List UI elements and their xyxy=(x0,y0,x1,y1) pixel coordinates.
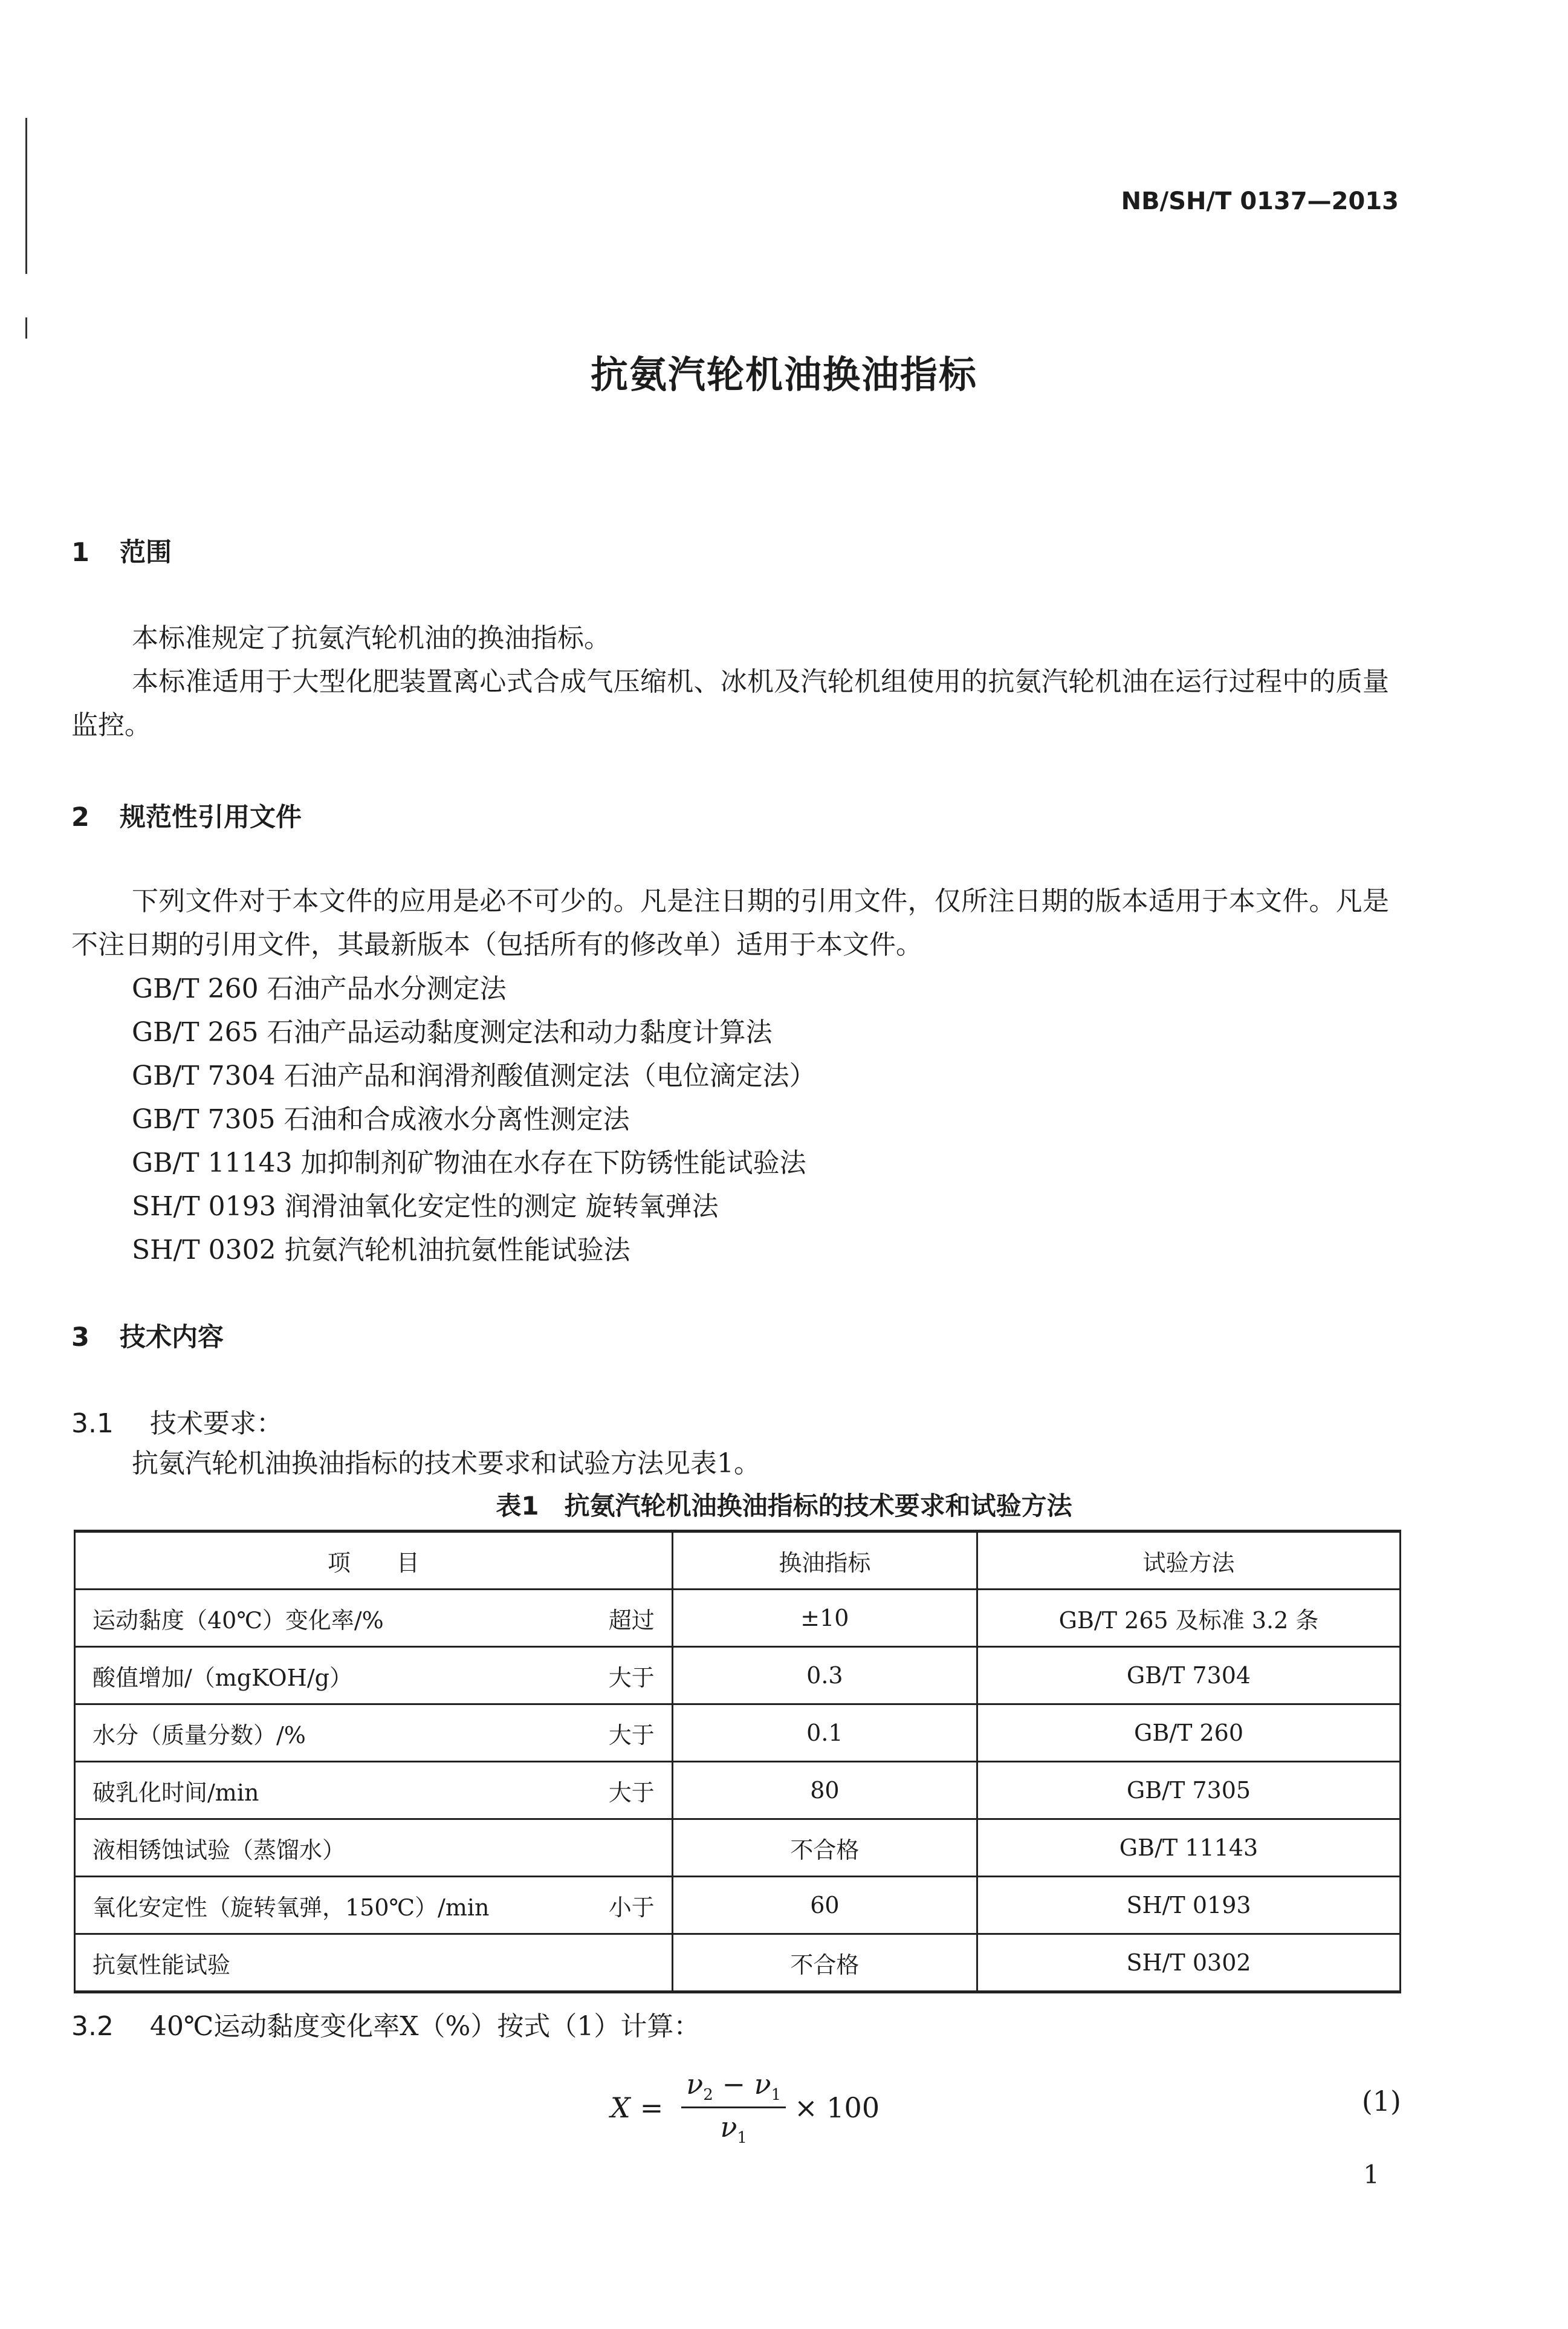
header-limit: 换油指标 xyxy=(672,1532,977,1590)
item-label: 运动黏度（40℃）变化率/% xyxy=(92,1606,384,1634)
section-2-heading xyxy=(71,797,302,834)
item-cell xyxy=(75,1934,673,1992)
subsection-number: 3.1 xyxy=(71,1408,114,1439)
section-number: 2 xyxy=(71,802,89,833)
section-title: 技术内容 xyxy=(120,1322,224,1353)
nu-symbol: ν xyxy=(720,2111,737,2144)
subsection-3-1-heading xyxy=(71,1402,283,1440)
method-cell: SH/T 0193 xyxy=(977,1877,1401,1934)
item-qualifier: 大于 xyxy=(608,1664,655,1691)
reference-item: SH/T 0193 润滑油氧化安定性的测定 旋转氧弹法 xyxy=(132,1191,719,1222)
item-cell xyxy=(75,1877,673,1934)
standard-code: NB/SH/T 0137—2013 xyxy=(1121,187,1399,215)
limit-cell: 60 xyxy=(672,1877,977,1934)
section-number: 1 xyxy=(71,538,89,568)
page-number: 1 xyxy=(1363,2160,1379,2189)
method-cell: GB/T 7304 xyxy=(977,1647,1401,1704)
section-1-heading xyxy=(71,532,172,569)
table-row xyxy=(75,1590,1401,1647)
limit-cell: 0.1 xyxy=(672,1704,977,1762)
spec-table xyxy=(74,1530,1401,1993)
subsection-title: 技术要求： xyxy=(150,1408,283,1439)
table-header-row xyxy=(75,1532,1401,1590)
item-cell xyxy=(75,1590,673,1647)
subsection-number: 3.2 xyxy=(71,2011,114,2042)
subscript: 2 xyxy=(703,2086,713,2105)
paragraph: 下列文件对于本文件的应用是必不可少的。凡是注日期的引用文件，仅所注日期的版本适用于本文件。凡是不注日期的引用文件，其最新版本（包括所有的修改单）适用于本文件。 xyxy=(71,886,1389,960)
table-row xyxy=(75,1704,1401,1762)
item-label: 酸值增加/（mgKOH/g） xyxy=(92,1664,352,1691)
header-item: 项 目 xyxy=(75,1532,673,1590)
reference-item: GB/T 7305 石油和合成液水分离性测定法 xyxy=(132,1104,630,1135)
method-cell: GB/T 7305 xyxy=(977,1762,1401,1819)
formula-multiplier: × 100 xyxy=(794,2091,880,2124)
item-label: 破乳化时间/min xyxy=(92,1779,259,1806)
section-title: 范围 xyxy=(120,538,172,568)
item-label: 抗氨性能试验 xyxy=(92,1951,231,1978)
subscript: 1 xyxy=(771,2086,782,2105)
method-cell: GB/T 11143 xyxy=(977,1819,1401,1877)
reference-item: GB/T 260 石油产品水分测定法 xyxy=(132,973,507,1004)
formula-denominator xyxy=(720,2108,747,2147)
subsection-3-2 xyxy=(71,2004,700,2043)
limit-cell: 不合格 xyxy=(672,1934,977,1992)
limit-cell: 不合格 xyxy=(672,1819,977,1877)
subscript: 1 xyxy=(737,2129,747,2148)
item-cell xyxy=(75,1704,673,1762)
minus-sign: − xyxy=(722,2068,745,2100)
table-caption: 表1 抗氨汽轮机油换油指标的技术要求和试验方法 xyxy=(496,1491,1072,1521)
item-cell xyxy=(75,1819,673,1877)
limit-cell: 0.3 xyxy=(672,1647,977,1704)
limit-cell: ±10 xyxy=(672,1590,977,1647)
reference-item: GB/T 7304 石油产品和润滑剂酸值测定法（电位滴定法） xyxy=(132,1061,816,1091)
reference-item: GB/T 11143 加抑制剂矿物油在水存在下防锈性能试验法 xyxy=(132,1148,806,1178)
paragraph: 本标准适用于大型化肥装置离心式合成气压缩机、冰机及汽轮机组使用的抗氨汽轮机油在运行过程中的质量监控。 xyxy=(71,666,1389,741)
section-number: 3 xyxy=(71,1322,89,1353)
item-cell xyxy=(75,1647,673,1704)
limit-cell: 80 xyxy=(672,1762,977,1819)
method-cell: GB/T 265 及标准 3.2 条 xyxy=(977,1590,1401,1647)
formula-fraction xyxy=(681,2068,786,2147)
item-label: 氧化安定性（旋转氧弹，150℃）/min xyxy=(92,1894,490,1921)
table-row xyxy=(75,1762,1401,1819)
formula xyxy=(611,2068,880,2147)
formula-lhs: X xyxy=(611,2091,630,2124)
table-row xyxy=(75,1819,1401,1877)
item-label: 水分（质量分数）/% xyxy=(92,1721,306,1749)
formula-numerator xyxy=(681,2068,786,2108)
section-3-heading xyxy=(71,1317,224,1354)
item-qualifier: 大于 xyxy=(608,1779,655,1806)
equation-number: (1) xyxy=(1361,2085,1401,2117)
table-row xyxy=(75,1877,1401,1934)
paragraph: 抗氨汽轮机油换油指标的技术要求和试验方法见表1。 xyxy=(132,1448,760,1479)
binding-edge-mark xyxy=(25,317,27,339)
table-row xyxy=(75,1647,1401,1704)
method-cell: SH/T 0302 xyxy=(977,1934,1401,1992)
binding-edge-mark xyxy=(25,118,27,274)
item-qualifier: 超过 xyxy=(608,1606,655,1634)
subsection-text: 40℃运动黏度变化率X（%）按式（1）计算： xyxy=(150,2011,701,2042)
item-qualifier: 小于 xyxy=(608,1894,655,1921)
reference-item: GB/T 265 石油产品运动黏度测定法和动力黏度计算法 xyxy=(132,1017,773,1048)
nu-symbol: ν xyxy=(686,2068,704,2100)
item-cell xyxy=(75,1762,673,1819)
item-qualifier: 大于 xyxy=(608,1721,655,1749)
header-method: 试验方法 xyxy=(977,1532,1401,1590)
method-cell: GB/T 260 xyxy=(977,1704,1401,1762)
formula-equals: = xyxy=(640,2091,664,2124)
paragraph: 本标准规定了抗氨汽轮机油的换油指标。 xyxy=(132,623,611,654)
item-label: 液相锈蚀试验（蒸馏水） xyxy=(92,1836,346,1863)
document-title: 抗氨汽轮机油换油指标 xyxy=(590,352,977,397)
table-row xyxy=(75,1934,1401,1992)
nu-symbol: ν xyxy=(754,2068,771,2100)
section-title: 规范性引用文件 xyxy=(120,802,302,833)
reference-item: SH/T 0302 抗氨汽轮机油抗氨性能试验法 xyxy=(132,1235,630,1265)
